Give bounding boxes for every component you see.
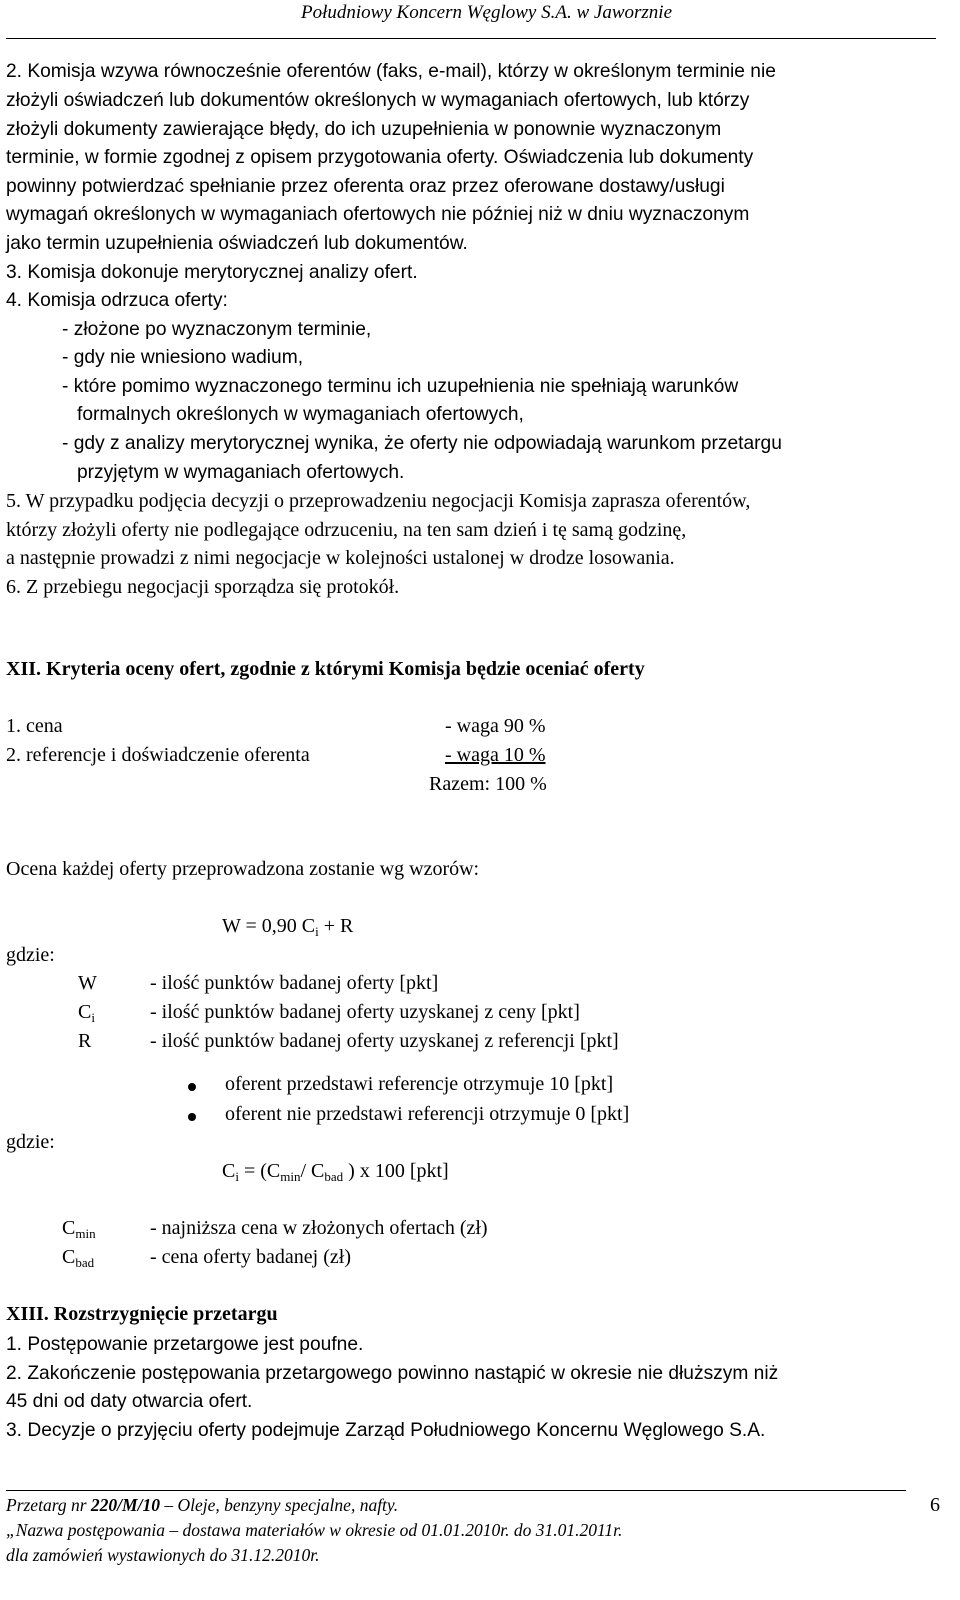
- section-13-item-2-cont: 45 dni od daty otwarcia ofert.: [6, 1391, 253, 1412]
- criteria-total: Razem: 100 %: [429, 773, 547, 795]
- paragraph-2-line-1: 2. Komisja wzywa równocześnie oferentów (faks, e-mail), którzy w określonym terminie nie: [6, 61, 776, 82]
- section-13-item-3: 3. Decyzje o przyjęciu oferty podejmuje Zarząd Południowego Koncernu Węglowego S.A.: [6, 1420, 766, 1441]
- paragraph-5-line-3: a następnie prowadzi z nimi negocjacje w kolejności ustalonej w drodze losowania.: [6, 547, 675, 569]
- def-symbol-cbad: $C_{bad}$: [62, 1246, 95, 1270]
- rejection-item-3-cont: formalnych określonych w wymaganiach ofertowych,: [77, 404, 524, 425]
- paragraph-2-line-4: terminie, w formie zgodnej z opisem przygotowania oferty. Oświadczenia lub dokumenty: [6, 147, 754, 168]
- price-formula: $C_i = (C_{min}/$ $C_{bad}$ ) x 100 [pkt]: [222, 1160, 449, 1184]
- footer-line-2: „Nazwa postępowania – dostawa materiałów w okresie od 01.01.2010r. do 31.01.2011r.: [6, 1520, 623, 1540]
- section-13-item-1: 1. Postępowanie przetargowe jest poufne.: [6, 1334, 364, 1355]
- criterion-2-name: 2. referencje i doświadczenie oferenta: [6, 744, 310, 766]
- def-symbol-cmin: $C_{min}$: [62, 1217, 96, 1241]
- paragraph-3: 3. Komisja dokonuje merytorycznej analizy ofert.: [6, 262, 418, 283]
- section-13-heading: XIII. Rozstrzygnięcie przetargu: [6, 1303, 278, 1325]
- paragraph-5-line-2: którzy złożyli oferty nie podlegające odrzuceniu, na ten sam dzień i tę samą godzinę,: [6, 519, 687, 541]
- page-header: [0, 2, 940, 24]
- where-label-2: gdzie:: [6, 1131, 55, 1153]
- paragraph-2-line-7: jako termin uzupełnienia oświadczeń lub dokumentów.: [6, 233, 468, 254]
- rejection-item-1: - złożone po wyznaczonym terminie,: [62, 319, 372, 340]
- criterion-1-weight: - waga 90 %: [445, 715, 546, 737]
- def-symbol-ci: $C_i$: [78, 1001, 95, 1025]
- criterion-2-weight: - waga 10 %: [445, 744, 546, 766]
- paragraph-2-line-5: powinny potwierdzać spełnianie przez oferenta oraz przez oferowane dostawy/usługi: [6, 176, 725, 197]
- def-symbol-r: R: [78, 1030, 92, 1052]
- paragraph-6: 6. Z przebiegu negocjacji sporządza się protokół.: [6, 576, 400, 598]
- def-desc-w: - ilość punktów badanej oferty [pkt]: [150, 972, 439, 994]
- bullet-icon: [188, 1083, 196, 1091]
- def-desc-cbad: - cena oferty badanej (zł): [150, 1246, 351, 1268]
- rejection-item-2: - gdy nie wniesiono wadium,: [62, 347, 304, 368]
- bullet-icon: [188, 1113, 196, 1121]
- footer-divider: [6, 1490, 906, 1491]
- def-desc-ci: - ilość punktów badanej oferty uzyskanej z ceny [pkt]: [150, 1001, 580, 1023]
- def-desc-cmin: - najniższa cena w złożonych ofertach (zł): [150, 1217, 488, 1239]
- rejection-item-4-cont: przyjętym w wymaganiach ofertowych.: [77, 462, 405, 483]
- reference-rule-1: oferent przedstawi referencje otrzymuje 10 [pkt]: [225, 1073, 614, 1095]
- footer-line-1: Przetarg nr 220/M/10 – Oleje, benzyny specjalne, nafty.: [6, 1495, 399, 1515]
- def-desc-r: - ilość punktów badanej oferty uzyskanej z referencji [pkt]: [150, 1030, 619, 1052]
- rejection-item-4: - gdy z analizy merytorycznej wynika, że oferty nie odpowiadają warunkom przetargu: [62, 433, 782, 454]
- paragraph-2-line-2: złożyli oświadczeń lub dokumentów określonych w wymaganiach ofertowych, lub którzy: [6, 90, 750, 111]
- reference-rule-2: oferent nie przedstawi referencji otrzymuje 0 [pkt]: [225, 1103, 630, 1125]
- page-number: 6: [930, 1494, 940, 1516]
- header-divider: [6, 38, 936, 39]
- section-13-item-2: 2. Zakończenie postępowania przetargowego powinno nastąpić w okresie nie dłuższym niż: [6, 1363, 779, 1384]
- criterion-1-name: 1. cena: [6, 715, 63, 737]
- paragraph-4-intro: 4. Komisja odrzuca oferty:: [6, 290, 228, 311]
- def-symbol-w: W: [78, 972, 97, 994]
- header-title: Południowy Koncern Węglowy S.A. w Jaworznie: [301, 2, 672, 23]
- paragraph-5-line-1: 5. W przypadku podjęcia decyzji o przeprowadzeniu negocjacji Komisja zaprasza oferentów,: [6, 490, 751, 512]
- formula-intro: Ocena każdej oferty przeprowadzona zostanie wg wzorów:: [6, 858, 480, 880]
- score-formula: W = 0,90 $C_i + R$: [222, 915, 354, 939]
- paragraph-2-line-6: wymagań określonych w wymaganiach ofertowych nie później niż w dniu wyznaczonym: [6, 204, 750, 225]
- paragraph-2-line-3: złożyli dokumenty zawierające błędy, do ich uzupełnienia w ponownie wyznaczonym: [6, 119, 722, 140]
- section-12-heading: XII. Kryteria oceny ofert, zgodnie z którymi Komisja będzie oceniać oferty: [6, 658, 645, 680]
- footer-line-3: dla zamówień wystawionych do 31.12.2010r.: [6, 1545, 320, 1565]
- rejection-item-3: - które pomimo wyznaczonego terminu ich uzupełnienia nie spełniają warunków: [62, 376, 739, 397]
- where-label-1: gdzie:: [6, 944, 55, 966]
